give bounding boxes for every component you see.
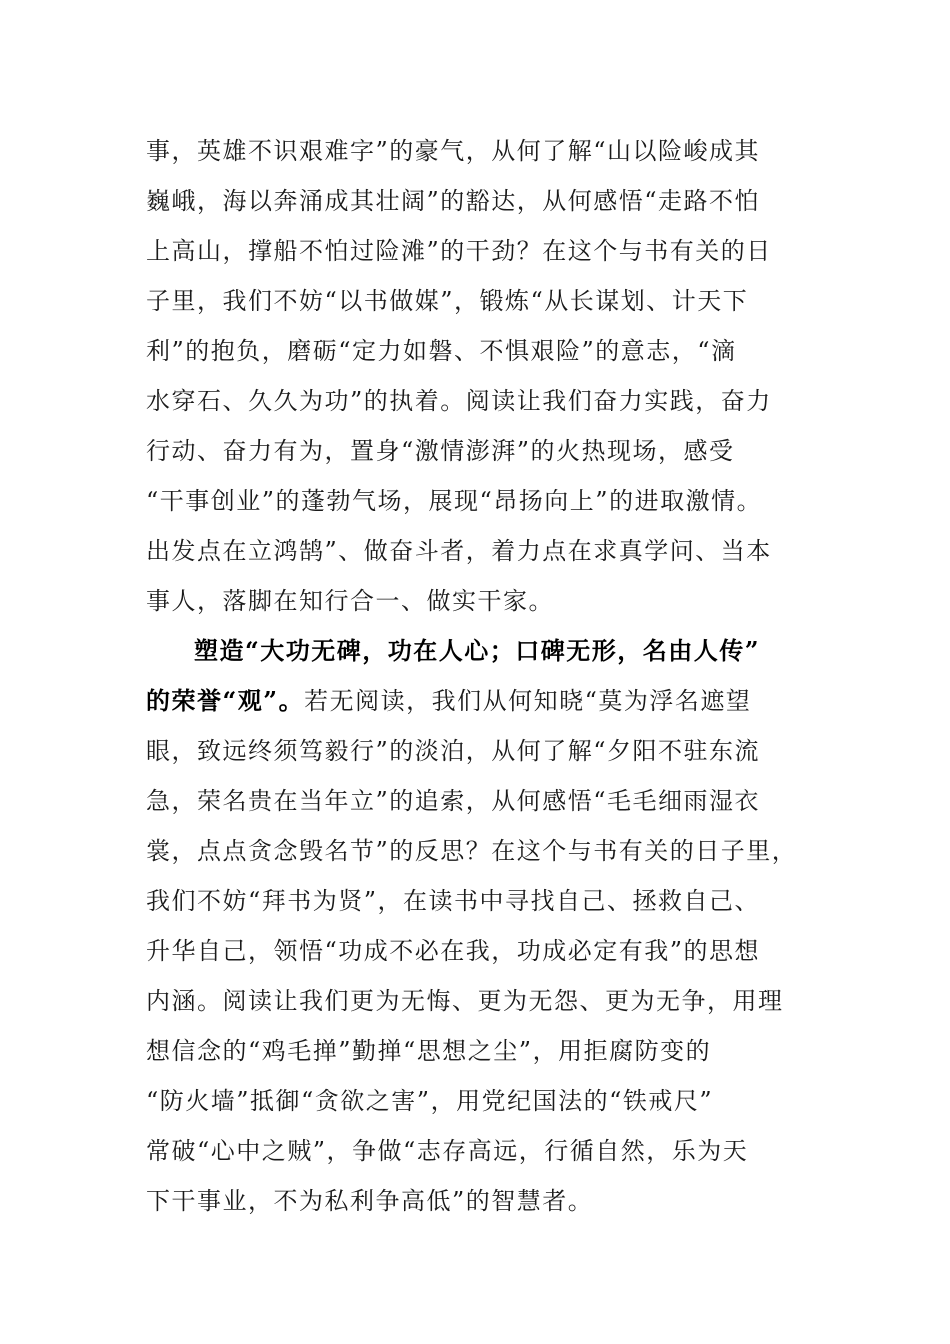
text-line: 内涵。阅读让我们更为无悔、更为无怨、更为无争，用理 [146,987,784,1015]
paragraph-text-start: 若无阅读，我们从何知晓“莫为浮名遮望 [304,687,752,715]
text-line: 事人，落脚在知行合一、做实干家。 [146,587,554,615]
text-line: 事，英雄不识艰难字”的豪气，从何了解“山以险峻成其 [146,137,761,165]
text-line: 水穿石、久久为功”的执着。阅读让我们奋力实践，奋力 [146,387,772,415]
paragraph-heading-continuation [146,686,751,716]
text-line: 想信念的“鸡毛掸”勤掸“思想之尘”，用拒腐防变的 [146,1037,712,1065]
text-line: 出发点在立鸿鹄”、做奋斗者，着力点在求真学问、当本 [146,537,772,565]
text-line: 下干事业，不为私利争高低”的智慧者。 [146,1187,594,1215]
text-line: 升华自己，领悟“功成不必在我，功成必定有我”的思想 [146,937,761,965]
text-line: “干事创业”的蓬勃气场，展现“昂扬向上”的进取激情。 [146,487,763,515]
text-line: 我们不妨“拜书为贤”，在读书中寻找自己、拯救自己、 [146,887,761,915]
text-line: 眼，致远终须笃毅行”的淡泊，从何了解“夕阳不驻东流 [146,737,761,765]
text-line: 巍峨，海以奔涌成其壮阔”的豁达，从何感悟“走路不怕 [146,187,761,215]
text-line: “防火墙”抵御“贪欲之害”，用党纪国法的“铁戒尺” [146,1087,714,1115]
text-line: 行动、奋力有为，置身“激情澎湃”的火热现场，感受 [146,437,735,465]
paragraph-heading-tail: 的荣誉“观”。 [146,686,305,715]
text-line: 急，荣名贵在当年立”的追索，从何感悟“毛毛细雨湿衣 [146,787,761,815]
text-line: 上高山，撑船不怕过险滩”的干劲？在这个与书有关的日 [146,237,772,265]
text-line: 常破“心中之贼”，争做“志存高远，行循自然，乐为天 [146,1137,749,1165]
paragraph-heading: 塑造“大功无碑，功在人心；口碑无形，名由人传” [194,636,761,665]
text-line: 裳，点点贪念毁名节”的反思？在这个与书有关的日子里， [146,837,798,865]
text-line: 利”的抱负，磨砺“定力如磐、不惧艰险”的意志，“滴 [146,337,737,365]
text-line: 子里，我们不妨“以书做媒”，锻炼“从长谋划、计天下 [146,287,749,315]
